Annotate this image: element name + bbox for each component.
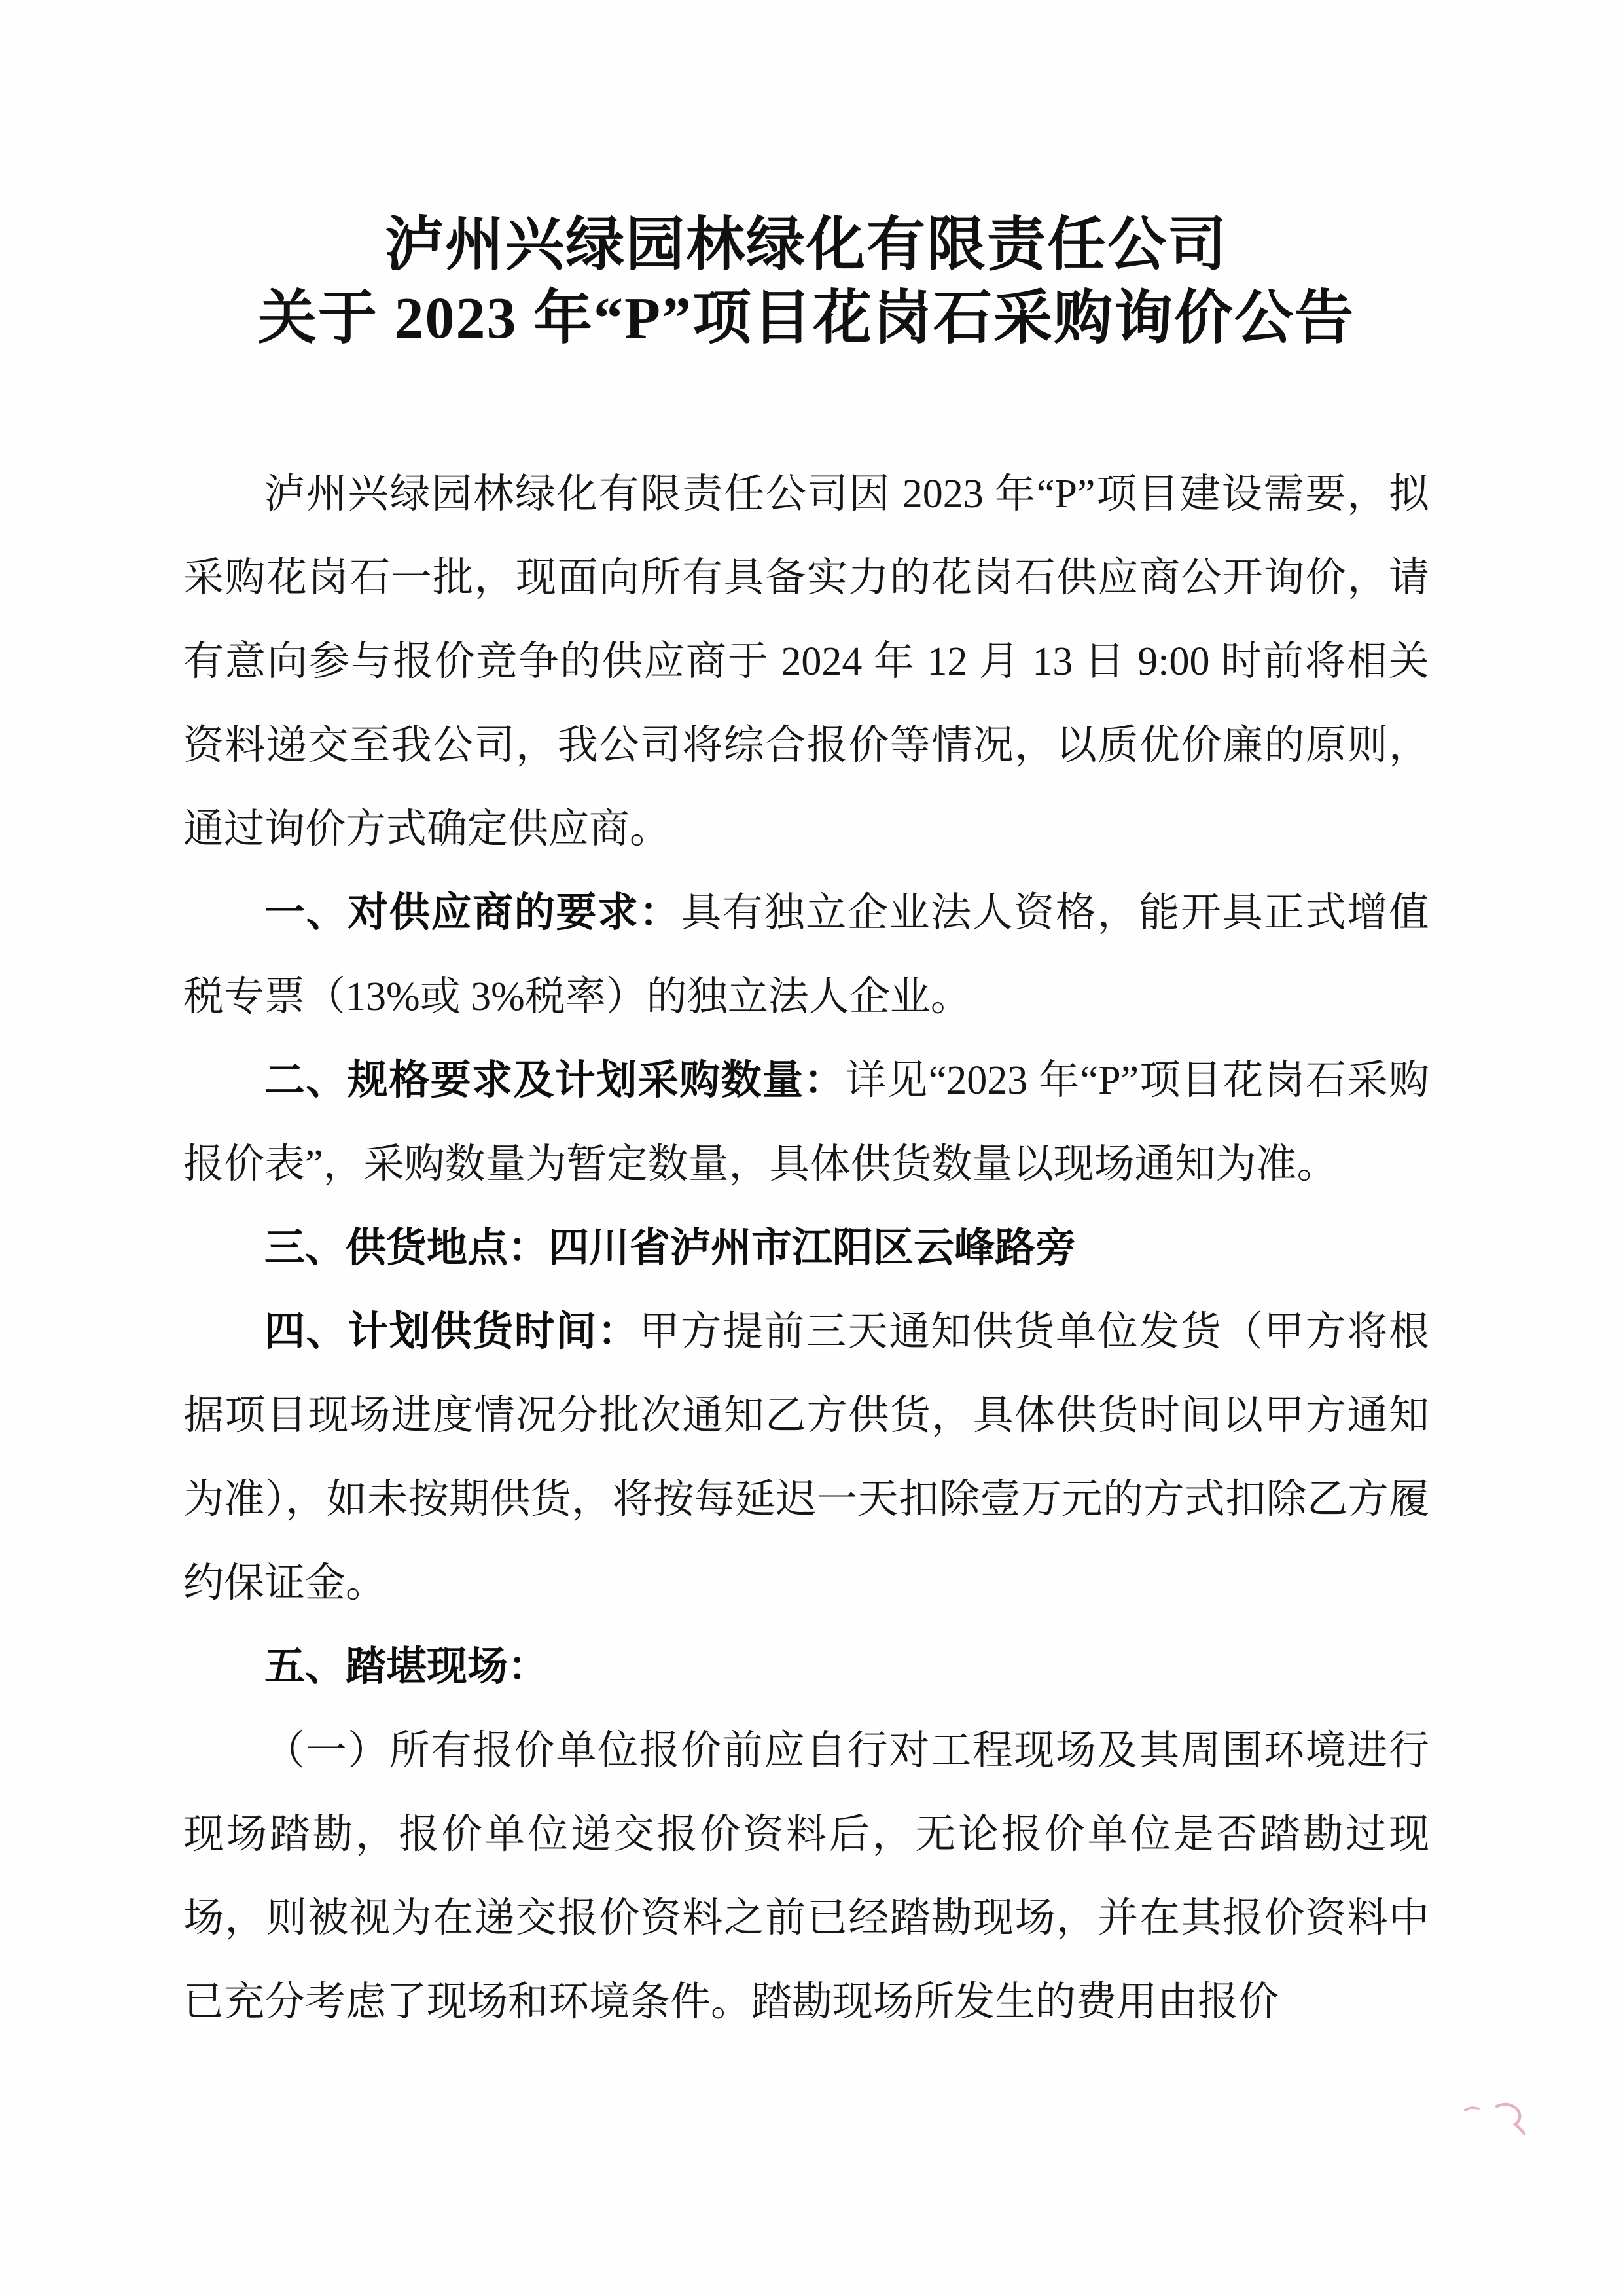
paragraph-text: （一）所有报价单位报价前应自行对工程现场及其周围环境进行现场踏勘，报价单位递交报价资料后，无论报价单位是否踏勘过现场，则被视为在递交报价资料之前已经踏勘现场，并在其报价资料中已充分考虑了现场和环境条件。踏勘现场所发生的费用由报价 (183, 1729, 1429, 2024)
paragraph (183, 1290, 1429, 1625)
doc-title-subject: 关于 2023 年“P”项目花岗石采购询价公告 (258, 286, 1355, 351)
paragraph-text: 四川省泸州市江阳区云峰路旁 (548, 1226, 1077, 1270)
paragraph (183, 1625, 1429, 1709)
scan-smudge-mark (1463, 2094, 1535, 2136)
paragraph (183, 1039, 1429, 1206)
paragraph-text: 详见“2023 年“P”项目花岗石采购报价表”，采购数量为暂定数量，具体供货数量以现场通知为准。 (183, 1058, 1429, 1187)
document-body (183, 452, 1429, 2044)
paragraph-lead: 一、对供应商的要求： (264, 891, 681, 935)
paragraph-lead: 五、踏堪现场： (264, 1645, 549, 1689)
paragraph (183, 452, 1429, 871)
doc-title (183, 209, 1429, 355)
paragraph-text: 甲方提前三天通知供货单位发货（甲方将根据项目现场进度情况分批次通知乙方供货，具体供货时间以甲方通知为准），如未按期供货，将按每延迟一天扣除壹万元的方式扣除乙方履约保证金。 (183, 1310, 1429, 1605)
paragraph (183, 1206, 1429, 1290)
paragraph (183, 1709, 1429, 2044)
paragraph-lead: 二、规格要求及计划采购数量： (264, 1058, 846, 1103)
paragraph-lead: 四、计划供货时间： (264, 1310, 639, 1354)
paragraph-lead: 三、供货地点： (264, 1226, 549, 1270)
paragraph (183, 871, 1429, 1039)
doc-title-company: 泸州兴绿园林绿化有限责任公司 (385, 213, 1228, 278)
paragraph-text: 泸州兴绿园林绿化有限责任公司因 2023 年“P”项目建设需要，拟采购花岗石一批，现面向所有具备实力的花岗石供应商公开询价，请有意向参与报价竞争的供应商于 2024 年 12 月 13 日 9:00 时前将相关资料递交至我公司，我公司将综合报价等情况，以质优价廉的原则，通过询价方式确定供应商。 (183, 472, 1429, 852)
paragraph-text: 具有独立企业法人资格，能开具正式增值税专票（13%或 3%税率）的独立法人企业。 (183, 891, 1429, 1019)
